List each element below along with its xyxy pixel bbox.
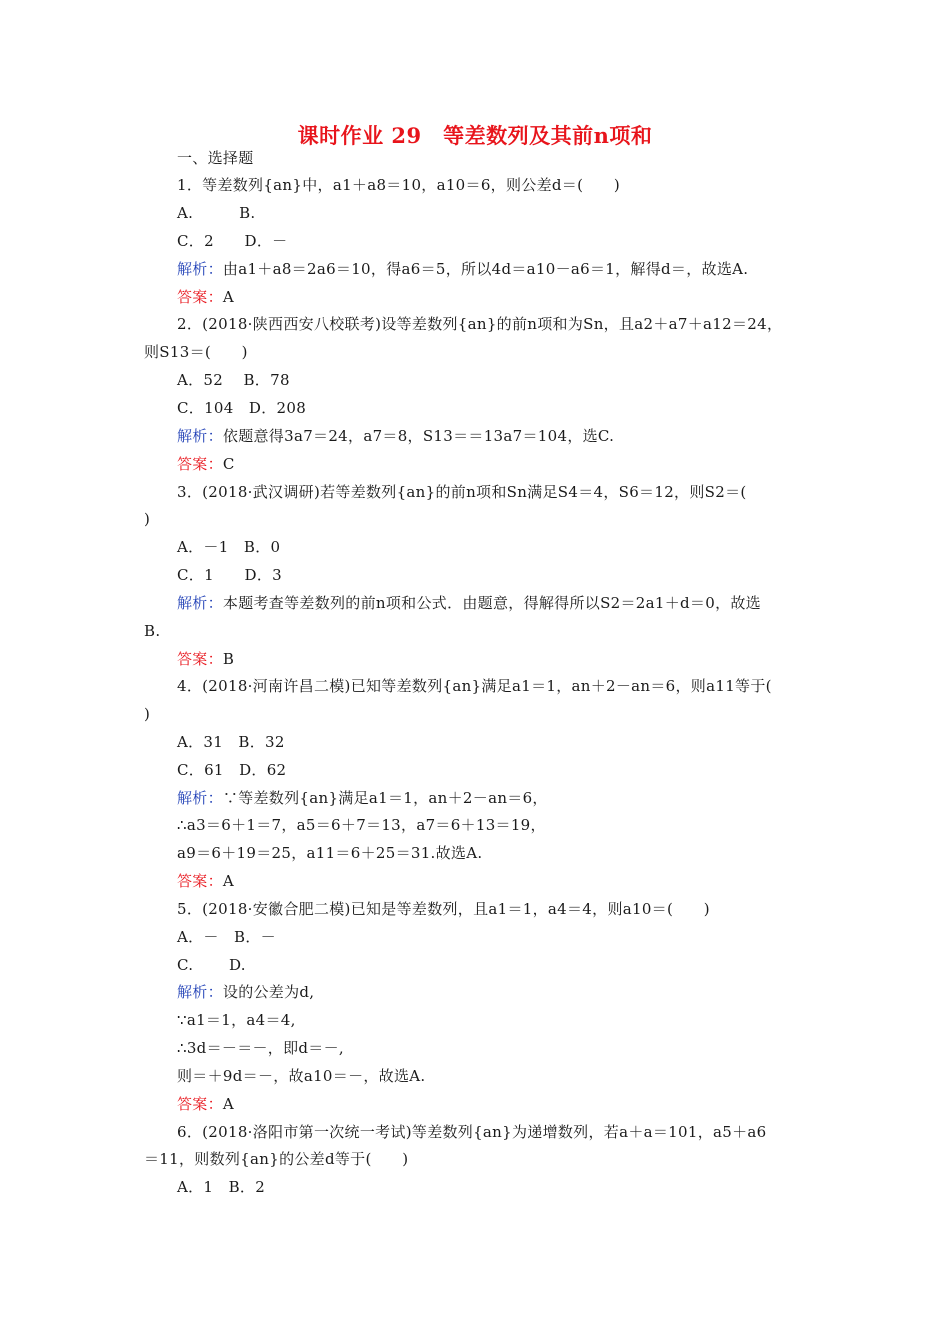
q1-stem: 1．等差数列{an}中，a1＋a8＝10，a10＝6，则公差d＝( ) [177,176,620,194]
q5-analysis-line3: ∴3d＝－＝－，即d＝－, [177,1039,344,1057]
answer-label: 答案： [177,872,223,890]
q4-analysis-text: ∵等差数列{an}满足a1＝1，an＋2－an＝6， [222,789,548,807]
q5-options-ab: A．－ B．－ [177,928,276,946]
q2-stem-line1: 2．(2018·陕西西安八校联考)设等差数列{an}的前n项和为Sn，且a2＋a7＋a12＝24， [177,315,783,333]
q4-options-cd: C．61 D．62 [177,761,287,779]
q3-analysis-text: 本题考查等差数列的前n项和公式．由题意，得解得所以S2＝2a1＋d＝0，故选 [222,594,761,612]
q4-stem-line1: 4．(2018·河南许昌二模)已知等差数列{an}满足a1＝1，an＋2－an＝6，则a11等于( [177,677,772,695]
q4-analysis-line2: ∴a3＝6＋1＝7，a5＝6＋7＝13，a7＝6＋13＝19， [177,816,546,834]
q2-answer-value: C [222,455,235,473]
q4-answer-value: A [222,872,235,890]
q5-analysis-text: 设的公差为d, [222,983,315,1001]
q1-options-ab: A. B. [177,204,256,222]
q3-analysis-line2: B. [144,622,161,640]
q1-analysis-text: 由a1＋a8＝2a6＝10，得a6＝5，所以4d＝a10－a6＝1，解得d＝，故选A. [222,260,749,278]
q2-analysis [177,425,614,447]
q2-analysis-text: 依题意得3a7＝24，a7＝8，S13＝＝13a7＝104，选C. [222,427,615,445]
q2-stem-line2: 则S13＝( ) [144,343,248,361]
answer-label: 答案： [177,288,223,306]
analysis-label: 解析： [177,789,223,807]
q1-answer-value: A [222,288,235,306]
analysis-label: 解析： [177,427,223,445]
q2-options-cd: C．104 D．208 [177,399,307,417]
answer-label: 答案： [177,455,223,473]
q1-analysis [177,258,748,280]
q4-analysis-line3: a9＝6＋19＝25，a11＝6＋25＝31.故选A. [177,844,483,862]
q3-analysis [177,592,761,614]
q3-answer-value: B [222,650,235,668]
analysis-label: 解析： [177,594,223,612]
q3-stem-line1: 3．(2018·武汉调研)若等差数列{an}的前n项和Sn满足S4＝4，S6＝12，则S2＝( [177,483,747,501]
q5-answer [177,1093,234,1115]
q5-stem: 5．(2018·安徽合肥二模)已知是等差数列，且a1＝1，a4＝4，则a10＝( ) [177,900,710,918]
answer-label: 答案： [177,1095,223,1113]
q6-stem-line1: 6．(2018·洛阳市第一次统一考试)等差数列{an}为递增数列，若a＋a＝101，a5＋a6 [177,1123,767,1141]
q3-options-cd: C．1 D．3 [177,566,282,584]
q5-answer-value: A [222,1095,235,1113]
q5-analysis-line4: 则＝＋9d＝－，故a10＝－，故选A. [177,1067,426,1085]
q5-analysis [177,981,314,1003]
q2-options-ab: A．52 B．78 [177,371,290,389]
q3-options-ab: A．－1 B．0 [177,538,281,556]
q5-analysis-line2: ∵a1＝1，a4＝4, [177,1011,296,1029]
q3-stem-line2: ) [144,510,151,528]
q5-options-cd: C. D. [177,956,246,974]
q4-answer [177,870,234,892]
q6-options-ab: A．1 B．2 [177,1178,266,1196]
q3-answer [177,648,234,670]
analysis-label: 解析： [177,260,223,278]
q6-stem-line2: ＝11，则数列{an}的公差d等于( ) [144,1150,409,1168]
analysis-label: 解析： [177,983,223,1001]
q1-answer [177,286,234,308]
q2-answer [177,453,235,475]
section-heading: 一、选择题 [177,149,254,167]
q4-stem-line2: ) [144,705,151,723]
page-title: 课时作业 29 等差数列及其前n项和 [297,123,653,148]
q1-options-cd: C．2 D．－ [177,232,288,250]
answer-label: 答案： [177,650,223,668]
q4-analysis [177,787,548,809]
q4-options-ab: A．31 B．32 [177,733,285,751]
